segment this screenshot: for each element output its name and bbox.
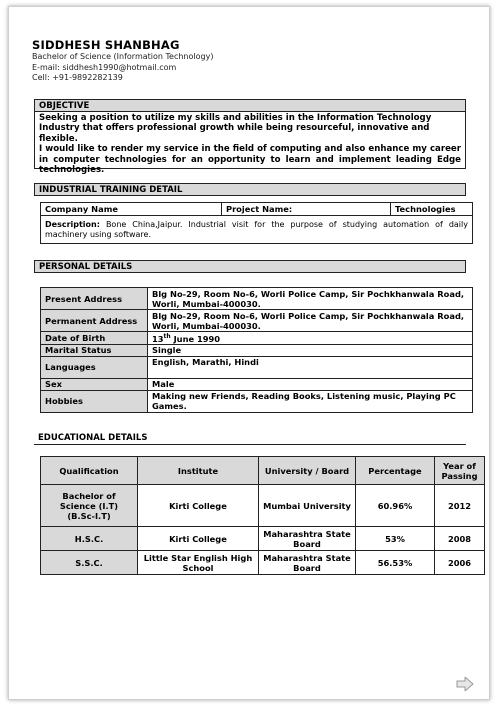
personal-value: English, Marathi, Hindi xyxy=(148,356,473,378)
training-description xyxy=(41,216,473,244)
email-line: E-mail: siddhesh1990@hotmail.com xyxy=(32,62,177,72)
personal-label: Marital Status xyxy=(41,344,148,356)
education-heading: EDUCATIONAL DETAILS xyxy=(34,432,466,445)
arrow-right-icon[interactable] xyxy=(456,676,474,690)
cell-line: Cell: +91-9892282139 xyxy=(32,73,123,82)
degree-line: Bachelor of Science (Information Technology) xyxy=(32,52,214,61)
edu-cell: 60.96% xyxy=(356,485,435,527)
personal-label: Hobbies xyxy=(41,390,148,412)
edu-cell: Maharashtra State Board xyxy=(259,551,356,575)
training-table xyxy=(40,202,473,244)
edu-cell: 2008 xyxy=(435,527,485,551)
edu-header: Qualification xyxy=(41,457,138,485)
edu-header: Year of Passing xyxy=(435,457,485,485)
education-table xyxy=(40,456,485,575)
candidate-name: SIDDHESH SHANBHAG xyxy=(32,38,180,52)
personal-value: Single xyxy=(148,344,473,356)
resume-header xyxy=(32,38,213,84)
edu-cell: Mumbai University xyxy=(259,485,356,527)
edu-cell: Little Star English High School xyxy=(138,551,259,575)
training-heading: INDUSTRIAL TRAINING DETAIL xyxy=(34,183,466,196)
edu-cell: Kirti College xyxy=(138,527,259,551)
objective-heading: OBJECTIVE xyxy=(34,99,466,112)
personal-heading: PERSONAL DETAILS xyxy=(34,260,466,273)
personal-table xyxy=(40,287,473,413)
training-desc-text: Bone China,Jaipur. Industrial visit for the purpose of studying automation of daily machinery using software. xyxy=(45,219,468,239)
edu-cell: 56.53% xyxy=(356,551,435,575)
training-col-technologies: Technologies xyxy=(391,203,473,216)
training-col-project: Project Name: xyxy=(222,203,391,216)
personal-label: Present Address xyxy=(41,288,148,310)
objective-line-1: Seeking a position to utilize my skills and abilities in the Information Technology Industry that offers professional growth while being resourceful, innovative and flexible. xyxy=(39,113,432,144)
edu-cell: 2006 xyxy=(435,551,485,575)
edu-header: Institute xyxy=(138,457,259,485)
edu-cell: S.S.C. xyxy=(41,551,138,575)
personal-value: Blg No-29, Room No-6, Worli Police Camp, Sir Pochkhanwala Road, Worli, Mumbai-400030. xyxy=(148,310,473,332)
training-col-company: Company Name xyxy=(41,203,222,216)
personal-value: Making new Friends, Reading Books, Listening music, Playing PC Games. xyxy=(148,390,473,412)
edu-cell: Bachelor of Science (I.T) (B.Sc-I.T) xyxy=(41,485,138,527)
edu-cell: 53% xyxy=(356,527,435,551)
training-desc-label: Description: xyxy=(45,219,100,229)
personal-label: Permanent Address xyxy=(41,310,148,332)
edu-header: Percentage xyxy=(356,457,435,485)
edu-cell: H.S.C. xyxy=(41,527,138,551)
objective-line-2: I would like to render my service in the field of computing and also enhance my career in computer technologies for an opportunity to learn and implement leading Edge technologies. xyxy=(39,144,461,176)
edu-cell: 2012 xyxy=(435,485,485,527)
edu-header: University / Board xyxy=(259,457,356,485)
personal-value: Male xyxy=(148,378,473,390)
personal-label: Languages xyxy=(41,356,148,378)
personal-label: Sex xyxy=(41,378,148,390)
personal-value: 13th June 1990 xyxy=(148,332,473,345)
edu-cell: Maharashtra State Board xyxy=(259,527,356,551)
edu-cell: Kirti College xyxy=(138,485,259,527)
personal-label: Date of Birth xyxy=(41,332,148,345)
objective-box xyxy=(34,111,466,176)
personal-value: Blg No-29, Room No-6, Worli Police Camp, Sir Pochkhanwala Road, Worli, Mumbai-400030. xyxy=(148,288,473,310)
